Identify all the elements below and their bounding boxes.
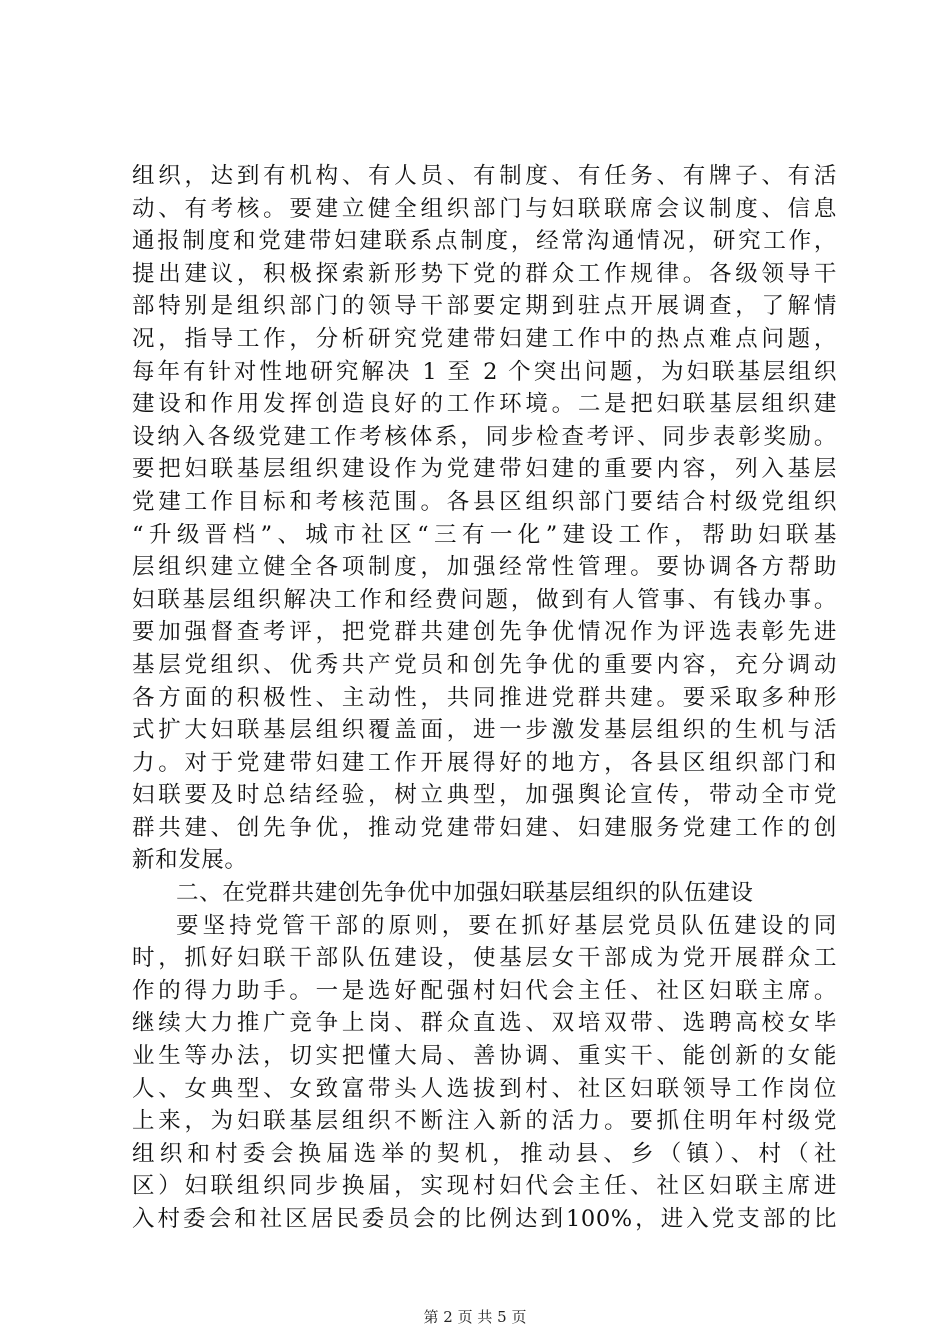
text-line: 继续大力推广竞争上岗、群众直选、双培双带、选聘高校女毕 xyxy=(132,1010,837,1037)
text-line: 层组织建立健全各项制度，加强经常性管理。要协调各方帮助 xyxy=(132,554,837,581)
text-line: 要加强督查考评，把党群共建创先争优情况作为评选表彰先进 xyxy=(132,619,837,646)
text-line: 区）妇联组织同步换届，实现村妇代会主任、社区妇联主席进 xyxy=(132,1173,837,1200)
paragraph-end-line: 新和发展。 xyxy=(132,847,248,874)
page-number-footer: 第 2 页 共 5 页 xyxy=(423,1308,527,1326)
text-line: 建设和作用发挥创造良好的工作环境。二是把妇联基层组织建 xyxy=(132,391,837,418)
text-line: 设纳入各级党建工作考核体系，同步检查考评、同步表彰奖励。 xyxy=(132,423,837,450)
text-line: 力。对于党建带妇建工作开展得好的地方，各县区组织部门和 xyxy=(132,749,837,776)
text-line: 基层党组织、优秀共产党员和创先争优的重要内容，充分调动 xyxy=(132,651,837,678)
text-line: 入村委会和社区居民委员会的比例达到100%，进入党支部的比 xyxy=(132,1206,837,1232)
text-line: 各方面的积极性、主动性，共同推进党群共建。要采取多种形 xyxy=(132,684,837,711)
text-line: 通报制度和党建带妇建联系点制度，经常沟通情况，研究工作， xyxy=(132,228,837,255)
text-line: 人、女典型、女致富带头人选拔到村、社区妇联领导工作岗位 xyxy=(132,1075,837,1102)
text-line: “升级晋档”、城市社区“三有一化”建设工作，帮助妇联基 xyxy=(132,521,837,548)
text-line: 况，指导工作，分析研究党建带妇建工作中的热点难点问题， xyxy=(132,325,837,352)
text-line: 作的得力助手。一是选好配强村妇代会主任、社区妇联主席。 xyxy=(132,977,837,1004)
text-line: 群共建、创先争优，推动党建带妇建、妇建服务党建工作的创 xyxy=(132,814,837,841)
text-line: 要把妇联基层组织建设作为党建带妇建的重要内容，列入基层 xyxy=(132,456,837,483)
document-body xyxy=(132,160,837,1236)
text-line: 动、有考核。要建立健全组织部门与妇联联席会议制度、信息 xyxy=(132,195,837,222)
text-line: 妇联基层组织解决工作和经费问题，做到有人管事、有钱办事。 xyxy=(132,586,837,613)
text-line: 上来，为妇联基层组织不断注入新的活力。要抓住明年村级党 xyxy=(132,1108,837,1135)
text-line: 提出建议，积极探索新形势下党的群众工作规律。各级领导干 xyxy=(132,260,837,287)
paragraph-first-line: 要坚持党管干部的原则，要在抓好基层党员队伍建设的同 xyxy=(176,912,837,939)
text-line: 组织和村委会换届选举的契机，推动县、乡（镇）、村（社 xyxy=(132,1140,837,1167)
text-line: 式扩大妇联基层组织覆盖面，进一步激发基层组织的生机与活 xyxy=(132,717,837,744)
text-line: 每年有针对性地研究解决 1 至 2 个突出问题，为妇联基层组织 xyxy=(132,358,837,385)
text-line: 组织，达到有机构、有人员、有制度、有任务、有牌子、有活 xyxy=(132,163,837,189)
text-line: 业生等办法，切实把懂大局、善协调、重实干、能创新的女能 xyxy=(132,1043,837,1070)
text-line: 党建工作目标和考核范围。各县区组织部门要结合村级党组织 xyxy=(132,488,837,515)
text-line: 时，抓好妇联干部队伍建设，使基层女干部成为党开展群众工 xyxy=(132,945,837,972)
text-line: 妇联要及时总结经验，树立典型，加强舆论宣传，带动全市党 xyxy=(132,782,837,809)
section-heading: 二、在党群共建创先争优中加强妇联基层组织的队伍建设 xyxy=(176,880,754,907)
text-line: 部特别是组织部门的领导干部要定期到驻点开展调查，了解情 xyxy=(132,293,837,320)
